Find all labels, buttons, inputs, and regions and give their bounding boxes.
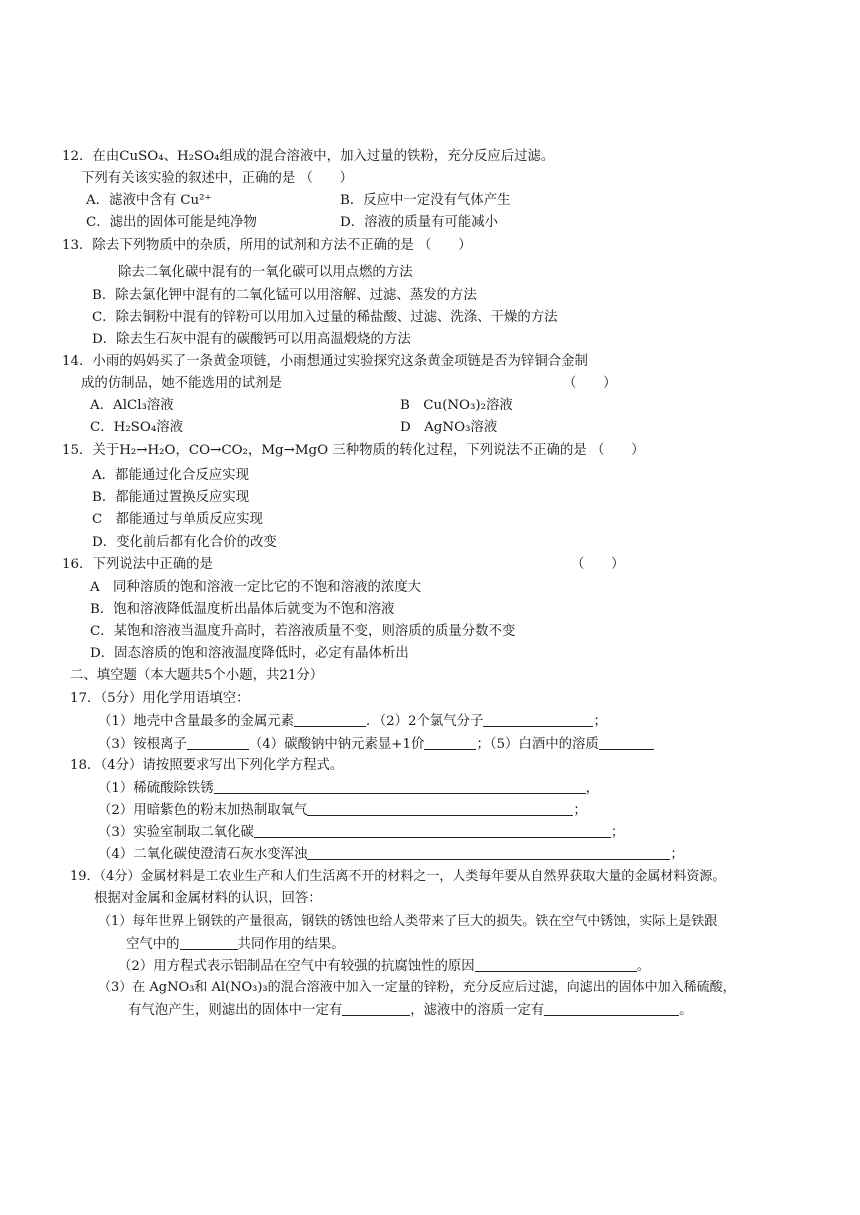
q18-item-4-text: （4）二氧化碳使澄清石灰水变浑浊 <box>98 847 308 862</box>
q17-blank-4[interactable] <box>424 735 476 750</box>
q15-option-d: D．变化前后都有化合价的改变 <box>92 535 277 550</box>
q18-item-3-text: （3）实验室制取二氧化碳 <box>98 825 254 840</box>
q12-option-a: A．滤液中含有 Cu²⁺ <box>86 193 212 208</box>
q19-part-2-end: 。 <box>636 959 651 974</box>
q17-blank-1[interactable] <box>294 712 366 727</box>
q18-item-4 <box>98 845 684 864</box>
q19-blank-4[interactable] <box>544 1001 679 1016</box>
q18-item-1 <box>98 779 599 798</box>
q13-option-c: C．除去铜粉中混有的锌粉可以用加入过量的稀盐酸、过滤、洗涤、干燥的方法 <box>92 310 558 325</box>
q16-option-a: A 同种溶质的饱和溶液一定比它的不饱和溶液的浓度大 <box>90 580 422 595</box>
q18-item-1-end: ， <box>585 781 600 796</box>
q18-blank-1[interactable] <box>214 779 586 794</box>
q18-item-3-end: ； <box>610 825 625 840</box>
q12-stem: 12．在由CuSO₄、H₂SO₄组成的混合溶液中，加入过量的铁粉，充分反应后过滤。 <box>62 149 555 164</box>
q19-blank-2[interactable] <box>475 957 637 972</box>
q14-stem-continued: 成的仿制品，她不能选用的试剂是 <box>81 376 282 391</box>
q19-part-1: （1）每年世界上钢铁的产量很高，钢铁的锈蚀也给人类带来了巨大的损失。铁在空气中锈蚀，实际上是铁跟 <box>98 914 718 929</box>
q14-option-a: A．AlCl₃溶液 <box>90 398 174 413</box>
q14-option-c: C．H₂SO₄溶液 <box>90 420 183 435</box>
q16-option-b: B．饱和溶液降低温度析出晶体后就变为不饱和溶液 <box>90 602 395 617</box>
q18-item-1-text: （1）稀硫酸除铁锈 <box>98 781 214 796</box>
q15-option-a: A．都能通过化合反应实现 <box>92 468 249 483</box>
q17-blank-3[interactable] <box>187 735 249 750</box>
q12-ask: 下列有关该实验的叙述中，正确的是 （ ） <box>81 171 354 186</box>
q12-option-c: C．滤出的固体可能是纯净物 <box>86 215 257 230</box>
q19-part-3-end: 。 <box>679 1003 693 1018</box>
q17-blank-5[interactable] <box>599 735 654 750</box>
q17-item-1-text: （1）地壳中含量最多的金属元素 <box>98 714 294 729</box>
q17-line-1 <box>98 712 607 731</box>
q19-part-3-continued <box>128 1001 693 1020</box>
q19-part-3-text: 有气泡产生，则滤出的固体中一定有 <box>128 1003 343 1018</box>
section-heading: 二、填空题（本大题共5个小题，共21分） <box>70 668 324 683</box>
q19-part-1-continued <box>126 935 345 954</box>
q14-answer-paren: （ ） <box>563 376 617 391</box>
q17-blank-2[interactable] <box>483 712 593 727</box>
q18-item-3 <box>98 823 624 842</box>
q16-answer-paren: （ ） <box>571 557 625 572</box>
q18-blank-3[interactable] <box>254 823 611 838</box>
q19-stem: 19．（4分）金属材料是工农业生产和人们生活离不开的材料之一，人类每年要从自然界获取大量的金属材料资源。 <box>70 869 726 884</box>
q17-item-2-text: ．（2）2个氯气分子 <box>366 714 484 729</box>
q18-stem: 18．（4分）请按照要求写出下列化学方程式。 <box>70 758 344 773</box>
q19-part-3-mid: ，滤液中的溶质一定有 <box>410 1003 545 1018</box>
q16-option-c: C．某饱和溶液当温度升高时，若溶液质量不变，则溶质的质量分数不变 <box>90 624 516 639</box>
q16-option-d: D．固态溶质的饱和溶液温度降低时，必定有晶体析出 <box>90 646 409 661</box>
q13-option-d: D．除去生石灰中混有的碳酸钙可以用高温煅烧的方法 <box>92 332 411 347</box>
q14-option-d: D AgNO₃溶液 <box>400 420 498 435</box>
q17-line-2 <box>98 735 654 754</box>
q19-blank-1[interactable] <box>180 935 238 950</box>
q18-item-2-end: ； <box>573 803 587 818</box>
q12-option-d: D．溶液的质量有可能减小 <box>340 215 499 230</box>
q19-part-1-end: 共同作用的结果。 <box>237 937 345 952</box>
q18-item-2 <box>98 801 587 820</box>
q19-stem-continued: 根据对金属和金属材料的认识，回答： <box>94 891 322 906</box>
q17-stem: 17．（5分）用化学用语填空： <box>70 691 250 706</box>
q17-line-1-end: ； <box>593 714 607 729</box>
q18-blank-2[interactable] <box>307 801 573 816</box>
q13-option-b: B．除去氯化钾中混有的二氧化锰可以用溶解、过滤、蒸发的方法 <box>92 288 477 303</box>
q14-stem: 14．小雨的妈妈买了一条黄金项链，小雨想通过实验探究这条黄金项链是否为锌铜合金制 <box>62 354 588 369</box>
q19-part-2-text: （2）用方程式表示铝制品在空气中有较强的抗腐蚀性的原因 <box>118 959 475 974</box>
q13-stem: 13．除去下列物质中的杂质，所用的试剂和方法不正确的是 （ ） <box>62 238 472 253</box>
q18-item-4-end: ； <box>670 847 684 862</box>
q19-blank-3[interactable] <box>342 1001 410 1016</box>
q18-item-2-text: （2）用暗紫色的粉末加热制取氧气 <box>98 803 308 818</box>
q15-option-b: B．都能通过置换反应实现 <box>92 490 250 505</box>
q19-part-1-text: 空气中的 <box>126 937 180 952</box>
q16-stem: 16．下列说法中正确的是 <box>62 557 213 572</box>
q17-item-5-text: ；（5）白酒中的溶质 <box>476 737 599 752</box>
q17-item-4-text: （4）碳酸钠中钠元素显+1价 <box>248 737 425 752</box>
q13-option-a: 除去二氧化碳中混有的一氧化碳可以用点燃的方法 <box>118 265 413 280</box>
q12-option-b: B．反应中一定没有气体产生 <box>340 193 511 208</box>
q19-part-3: （3）在 AgNO₃和 Al(NO₃)₃的混合溶液中加入一定量的锌粉，充分反应后过滤，向滤出的固体中加入稀硫酸， <box>98 980 736 995</box>
q14-option-b: B Cu(NO₃)₂溶液 <box>400 398 513 413</box>
q15-option-c: C 都能通过与单质反应实现 <box>92 512 263 527</box>
q18-blank-4[interactable] <box>307 845 670 860</box>
q15-stem: 15．关于H₂→H₂O，CO→CO₂，Mg→MgO 三种物质的转化过程，下列说法不正确的是 （ ） <box>62 443 645 458</box>
q19-part-2 <box>118 957 650 976</box>
q17-item-3-text: （3）铵根离子 <box>98 737 187 752</box>
